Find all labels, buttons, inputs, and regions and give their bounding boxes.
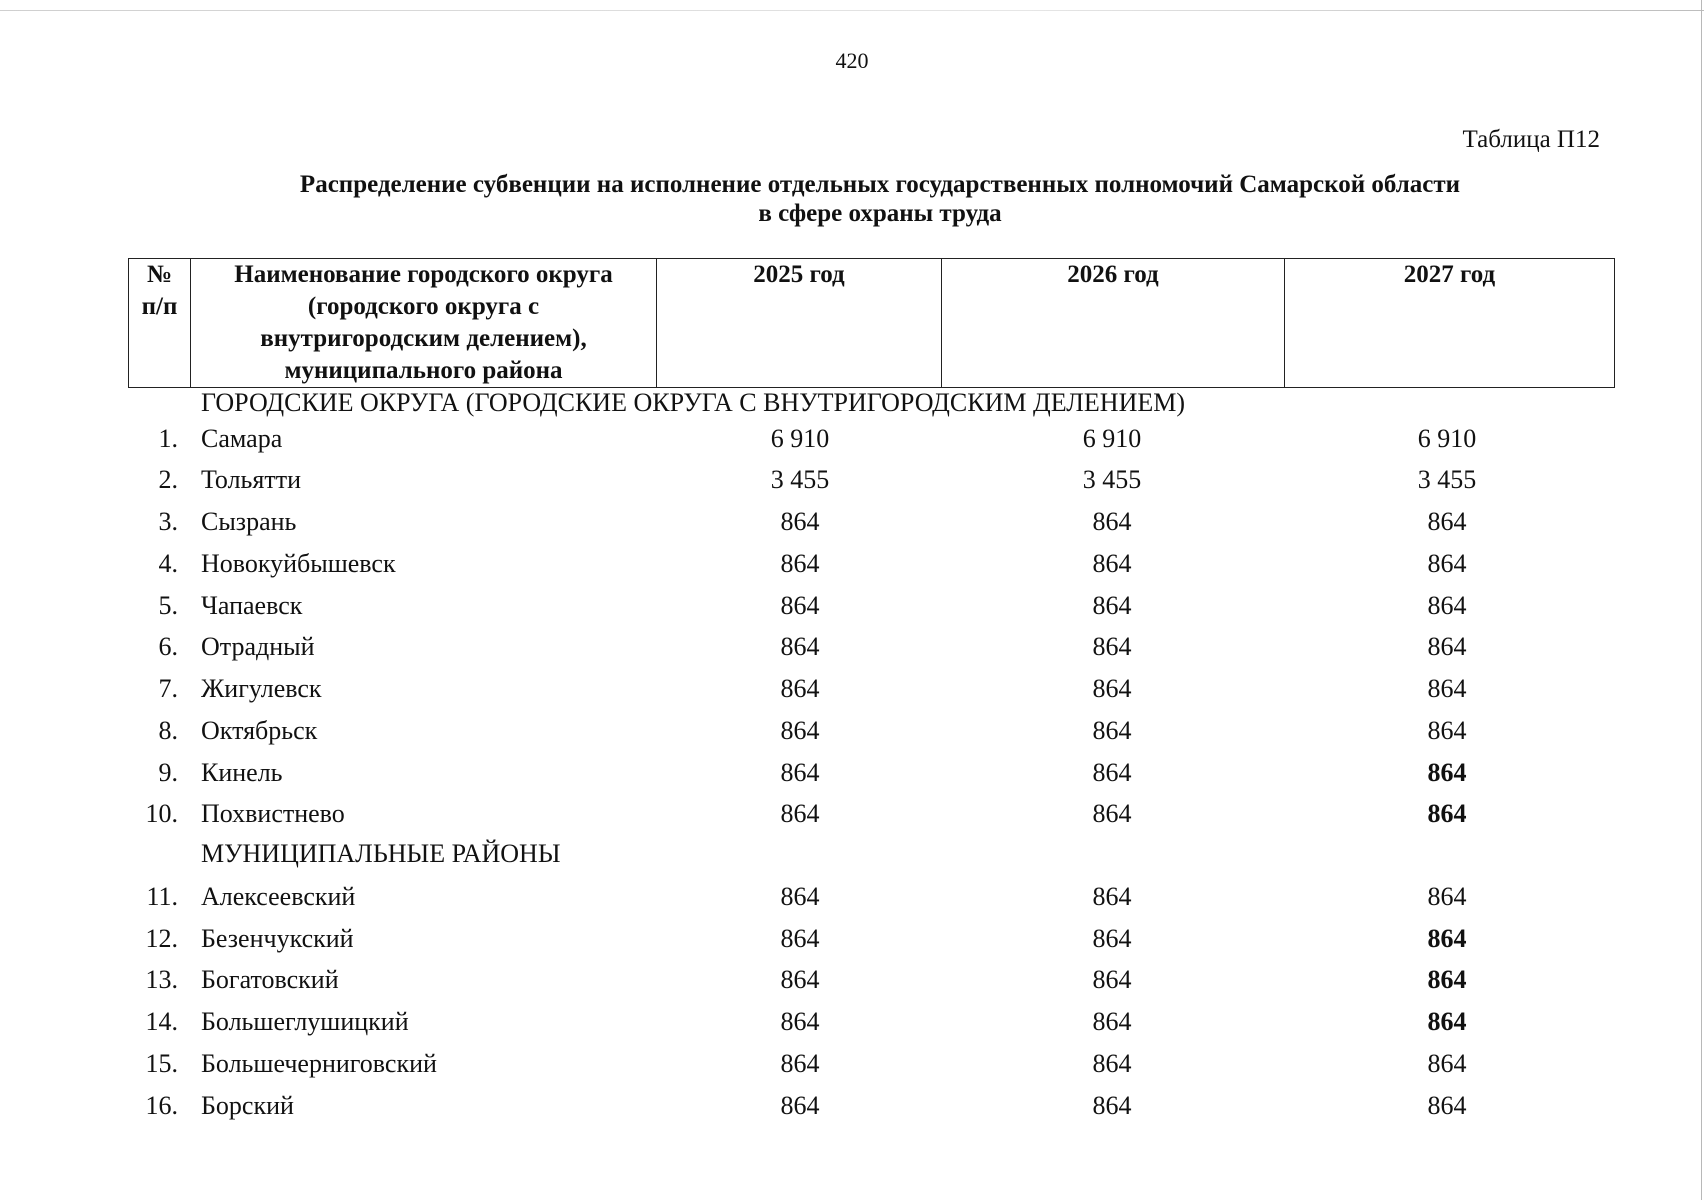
row-value-2025: 864 (780, 632, 820, 661)
row-value-2026: 864 (1092, 507, 1132, 536)
row-number: 13. (145, 965, 178, 994)
header-name-line-4: муниципального района (284, 357, 563, 384)
row-value-2026: 864 (1092, 1007, 1132, 1036)
row-number: 2. (158, 465, 178, 494)
row-number: 5. (158, 591, 178, 620)
row-value-2027: 3 455 (1417, 465, 1477, 494)
row-value-2026: 6 910 (1082, 424, 1142, 453)
header-number-line-1: № (146, 261, 173, 288)
row-value-2027: 864 (1427, 799, 1467, 828)
row-name: Сызрань (201, 507, 297, 536)
row-value-2027: 6 910 (1417, 424, 1477, 453)
row-value-2026: 864 (1092, 965, 1132, 994)
section-title-city-districts: ГОРОДСКИЕ ОКРУГА (ГОРОДСКИЕ ОКРУГА С ВНУТРИГОРОДСКИМ ДЕЛЕНИЕМ) (201, 388, 1186, 417)
row-value-2026: 864 (1092, 924, 1132, 953)
header-2027: 2027 год (1285, 259, 1615, 388)
row-number: 15. (145, 1049, 178, 1078)
row-value-2026: 864 (1092, 716, 1132, 745)
row-name: Самара (201, 424, 283, 453)
table-row (128, 882, 1614, 922)
row-value-2026: 864 (1092, 591, 1132, 620)
table-row (128, 1049, 1614, 1089)
row-name: Большеглушицкий (201, 1007, 409, 1036)
row-value-2025: 6 910 (770, 424, 830, 453)
row-name: Тольятти (201, 465, 302, 494)
scan-edge-right (1701, 0, 1702, 1200)
table-row (128, 507, 1614, 547)
table-row (128, 716, 1614, 756)
table-row (128, 632, 1614, 672)
row-name: Большечерниговский (201, 1049, 437, 1078)
row-value-2025: 864 (780, 716, 820, 745)
document-title (120, 170, 1640, 228)
row-name: Алексеевский (201, 882, 356, 911)
row-value-2027: 864 (1427, 549, 1467, 578)
row-value-2025: 3 455 (770, 465, 830, 494)
row-number: 9. (158, 758, 178, 787)
row-value-2025: 864 (780, 882, 820, 911)
row-value-2026: 3 455 (1082, 465, 1142, 494)
row-value-2025: 864 (780, 1091, 820, 1120)
document-title-line-2: в сфере охраны труда (758, 200, 1002, 227)
table-header (128, 258, 1615, 388)
row-value-2027: 864 (1427, 716, 1467, 745)
row-value-2027: 864 (1427, 1091, 1467, 1120)
table-row (128, 591, 1614, 631)
row-number: 4. (158, 549, 178, 578)
row-value-2027: 864 (1427, 965, 1467, 994)
header-name-line-2: (городского округа с (307, 293, 540, 320)
header-2026: 2026 год (942, 259, 1285, 388)
row-number: 11. (146, 882, 178, 911)
table-row (128, 674, 1614, 714)
row-number: 8. (158, 716, 178, 745)
row-name: Чапаевск (201, 591, 303, 620)
page-number: 420 (835, 48, 869, 73)
row-value-2027: 864 (1427, 882, 1467, 911)
row-value-2027: 864 (1427, 924, 1467, 953)
table-row (128, 465, 1614, 505)
row-name: Отрадный (201, 632, 315, 661)
scan-edge-top (0, 10, 1704, 11)
row-name: Жигулевск (201, 674, 322, 703)
row-value-2025: 864 (780, 591, 820, 620)
row-name: Безенчукский (201, 924, 354, 953)
header-number (129, 259, 191, 388)
row-value-2025: 864 (780, 924, 820, 953)
row-number: 14. (145, 1007, 178, 1036)
row-value-2027: 864 (1427, 632, 1467, 661)
row-name: Борский (201, 1091, 294, 1120)
row-value-2027: 864 (1427, 1049, 1467, 1078)
row-name: Похвистнево (201, 799, 345, 828)
table-row (128, 424, 1614, 464)
row-value-2025: 864 (780, 549, 820, 578)
header-name-line-3: внутригородским делением), (260, 325, 587, 352)
row-value-2026: 864 (1092, 632, 1132, 661)
row-number: 12. (145, 924, 178, 953)
row-value-2026: 864 (1092, 674, 1132, 703)
table-row (128, 549, 1614, 589)
row-value-2025: 864 (780, 507, 820, 536)
row-value-2025: 864 (780, 799, 820, 828)
row-number: 7. (158, 674, 178, 703)
document-title-line-1: Распределение субвенции на исполнение отдельных государственных полномочий Самарской области (299, 171, 1461, 198)
table-row (128, 1091, 1614, 1131)
table-row (128, 758, 1614, 798)
table-label: Таблица П12 (1462, 126, 1600, 153)
header-number-line-2: п/п (141, 293, 178, 320)
row-value-2026: 864 (1092, 1049, 1132, 1078)
header-name (191, 259, 657, 388)
row-value-2027: 864 (1427, 1007, 1467, 1036)
header-2025: 2025 год (657, 259, 942, 388)
row-number: 6. (158, 632, 178, 661)
row-value-2025: 864 (780, 758, 820, 787)
table-header-row (129, 259, 1615, 388)
row-name: Кинель (201, 758, 283, 787)
table-row (128, 1007, 1614, 1047)
row-value-2027: 864 (1427, 674, 1467, 703)
row-value-2027: 864 (1427, 507, 1467, 536)
row-value-2025: 864 (780, 1049, 820, 1078)
row-value-2026: 864 (1092, 758, 1132, 787)
table-row (128, 965, 1614, 1005)
row-value-2027: 864 (1427, 591, 1467, 620)
row-number: 3. (158, 507, 178, 536)
table-row (128, 799, 1614, 839)
row-name: Октябрьск (201, 716, 318, 745)
table-row (128, 924, 1614, 964)
row-number: 1. (158, 424, 178, 453)
row-number: 10. (145, 799, 178, 828)
row-value-2025: 864 (780, 965, 820, 994)
row-value-2025: 864 (780, 1007, 820, 1036)
row-name: Богатовский (201, 965, 339, 994)
row-value-2025: 864 (780, 674, 820, 703)
row-value-2026: 864 (1092, 549, 1132, 578)
row-value-2026: 864 (1092, 882, 1132, 911)
row-number: 16. (145, 1091, 178, 1120)
row-name: Новокуйбышевск (201, 549, 396, 578)
row-value-2026: 864 (1092, 1091, 1132, 1120)
row-value-2026: 864 (1092, 799, 1132, 828)
section-title-municipal-districts: МУНИЦИПАЛЬНЫЕ РАЙОНЫ (201, 839, 561, 868)
row-value-2027: 864 (1427, 758, 1467, 787)
header-name-line-1: Наименование городского округа (234, 261, 613, 288)
